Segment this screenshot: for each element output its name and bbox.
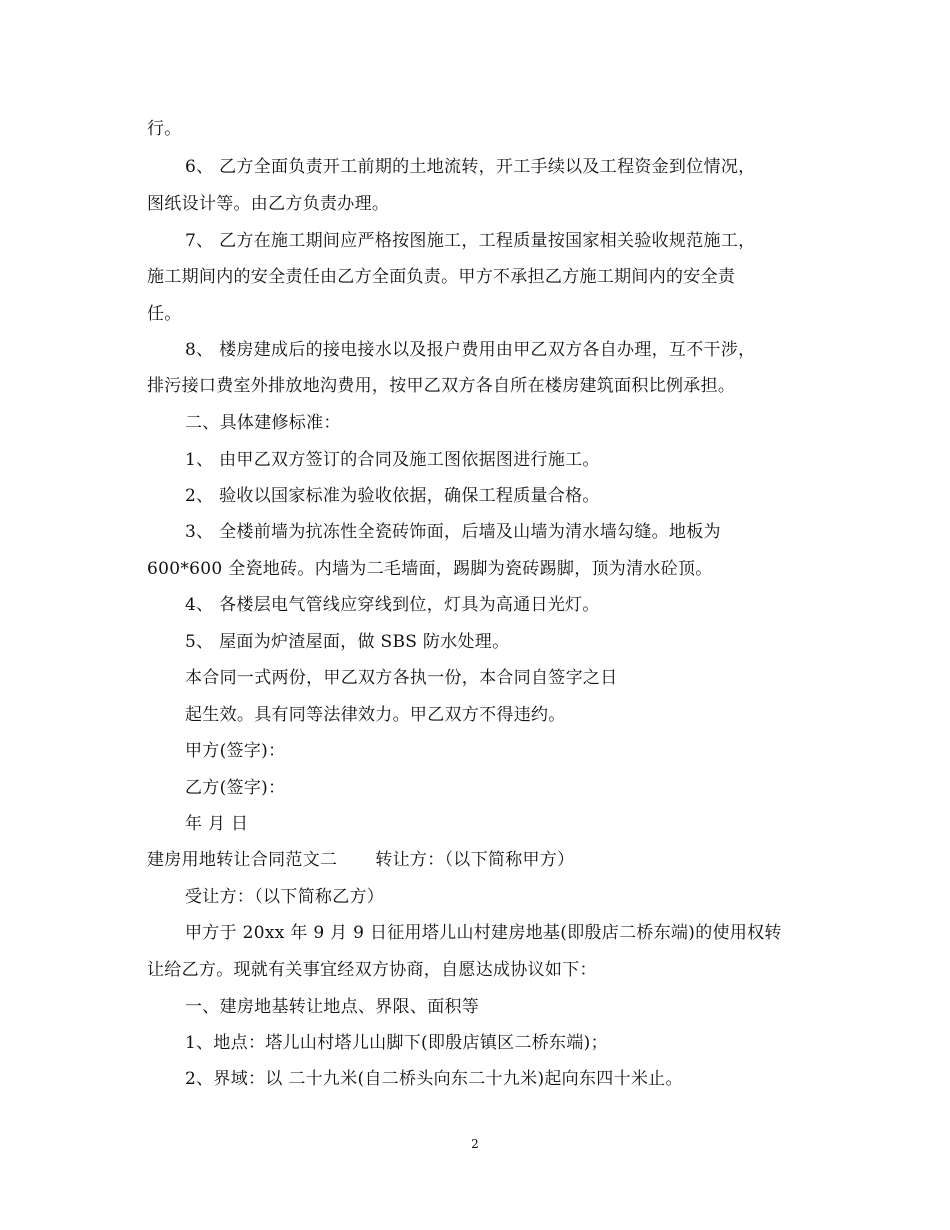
contract-title: 建房用地转让合同范文二 [147,850,338,870]
text-line: 图纸设计等。由乙方负责办理。 [147,194,390,214]
page-number: 2 [471,1137,479,1151]
transferee-label: 受让方：（以下简称乙方） [185,887,385,907]
text-line: 2、界域：以 二十九米(自二桥头向东二十九米)起向东四十米止。 [185,1069,683,1089]
text-line: 让给乙方。现就有关事宜经双方协商，自愿达成协议如下： [147,960,597,980]
text-line: 7、 乙方在施工期间应严格按图施工，工程质量按国家相关验收规范施工， [185,231,756,251]
signature-line-party-a: 甲方(签字)： [185,741,286,761]
text-line: 6、 乙方全面负责开工前期的土地流转，开工手续以及工程资金到位情况， [185,157,756,177]
text-line: 甲方于 20xx 年 9 月 9 日征用塔儿山村建房地基(即殷店二桥东端)的使用权转 [185,923,782,943]
text-line: 施工期间内的安全责任由乙方全面负责。甲方不承担乙方施工期间内的安全责 [147,267,736,287]
date-line: 年 月 日 [185,814,249,834]
text-line: 任。 [147,304,182,324]
signature-line-party-b: 乙方(签字)： [185,778,286,798]
text-line: 600*600 全瓷地砖。内墙为二毛墙面，踢脚为瓷砖踢脚，顶为清水砼顶。 [147,559,713,579]
text-line: 1、地点：塔儿山村塔儿山脚下(即殷店镇区二桥东端)； [185,1033,608,1053]
text-line: 起生效。具有同等法律效力。甲乙双方不得违约。 [185,705,566,725]
text-line: 1、 由甲乙双方签订的合同及施工图依据图进行施工。 [185,450,600,470]
section-heading: 二、具体建修标准： [185,413,341,433]
text-line: 排污接口费室外排放地沟费用，按甲乙双方各自所在楼房建筑面积比例承担。 [147,376,736,396]
text-line: 2、 验收以国家标准为验收依据，确保工程质量合格。 [185,486,600,506]
transferor-label: 转让方：（以下简称甲方） [375,850,575,870]
text-line: 4、 各楼层电气管线应穿线到位，灯具为高通日光灯。 [185,595,600,615]
text-line: 3、 全楼前墙为抗冻性全瓷砖饰面，后墙及山墙为清水墙勾缝。地板为 [185,522,721,542]
text-line: 8、 楼房建成后的接电接水以及报户费用由甲乙双方各自办理，互不干涉， [185,340,756,360]
text-line: 本合同一式两份，甲乙双方各执一份，本合同自签字之日 [185,668,618,688]
text-line: 5、 屋面为炉渣屋面，做 SBS 防水处理。 [185,632,510,652]
text-line: 行。 [147,119,182,139]
section-heading: 一、建房地基转让地点、界限、面积等 [185,997,480,1017]
contract-title-line [147,848,574,872]
